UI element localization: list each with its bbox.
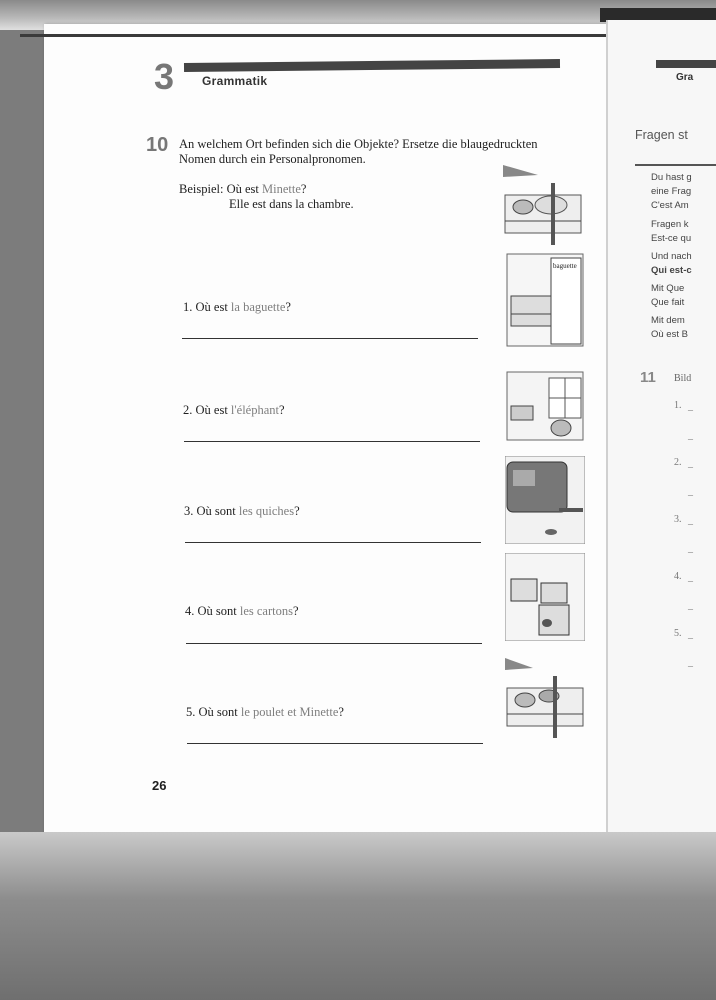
question <box>184 504 300 519</box>
right-line: Qui est-c <box>651 265 692 276</box>
right-line: Où est B <box>651 329 688 340</box>
scanner-bottom <box>0 832 716 1000</box>
question <box>183 300 291 315</box>
right-line: Est-ce qu <box>651 233 692 244</box>
bed-post <box>553 676 557 738</box>
question-blue-noun: les quiches <box>238 504 295 518</box>
right-info-box <box>635 164 716 166</box>
carton-shape <box>511 579 537 601</box>
lamp-shape <box>505 658 533 670</box>
bed-shape <box>511 296 551 326</box>
answer-line[interactable] <box>185 542 481 543</box>
cushion-shape <box>513 470 535 486</box>
answer-line[interactable] <box>184 441 480 442</box>
right-item-number: 5. <box>674 628 682 639</box>
right-answer-dash: _ <box>688 600 693 611</box>
right-line: Und nach <box>651 251 692 262</box>
door <box>551 258 581 344</box>
question <box>185 604 299 619</box>
coffee-table <box>559 508 583 512</box>
right-answer-dash: _ <box>688 543 693 554</box>
answer-line[interactable] <box>182 338 478 339</box>
question-tail: ? <box>279 403 285 417</box>
right-line: Mit Que <box>651 283 685 294</box>
sofa-quiches-illustration <box>505 456 585 544</box>
right-answer-dash: _ <box>688 629 693 640</box>
right-item-number: 1. <box>674 400 682 411</box>
question <box>183 403 285 418</box>
cat-in-box <box>542 619 552 627</box>
right-answer-dash: _ <box>688 515 693 526</box>
question-number: 1. <box>183 300 193 314</box>
right-answer-dash: _ <box>688 430 693 441</box>
question-number: 4. <box>185 604 195 618</box>
question-lead: Où est <box>195 300 231 314</box>
right-line: Fragen k <box>651 219 689 230</box>
cat-shape <box>513 200 533 214</box>
right-answer-dash: _ <box>688 572 693 583</box>
bed-post <box>551 183 555 245</box>
answer-line[interactable] <box>186 643 482 644</box>
right-item-number: 3. <box>674 514 682 525</box>
right-page <box>606 20 716 832</box>
cartons-illustration <box>505 553 585 641</box>
cat-shape <box>515 693 535 707</box>
right-answer-dash: _ <box>688 458 693 469</box>
question-tail: ? <box>292 604 299 618</box>
question-lead: Où sont <box>198 705 241 719</box>
example-end: ? <box>300 182 307 196</box>
right-item-number: 4. <box>674 571 682 582</box>
right-answer-dash: _ <box>688 401 693 412</box>
question-tail: ? <box>338 705 344 719</box>
chapter-title: Grammatik <box>202 74 268 88</box>
baguette-sign: baguette <box>553 262 577 270</box>
question-number: 2. <box>183 403 193 417</box>
bed-chicken-illustration <box>505 658 585 738</box>
lamp-shape <box>503 165 538 177</box>
example-question <box>179 182 306 197</box>
exercise-instruction: An welchem Ort befinden sich die Objekte? Ersetze die blaugedruckten Nomen durch ein Personalpronomen. <box>179 137 538 166</box>
question-lead: Où est <box>195 403 231 417</box>
question-tail: ? <box>294 504 300 518</box>
question-tail: ? <box>285 300 291 314</box>
question-blue-noun: les cartons <box>239 604 293 618</box>
right-line: Que fait <box>651 297 685 308</box>
example-label: Beispiel: Où est <box>179 182 262 196</box>
carton-shape <box>539 605 569 635</box>
right-line: Du hast g <box>651 172 692 183</box>
right-exercise-title: Bild <box>674 373 692 384</box>
right-line: Mit dem <box>651 315 685 326</box>
right-line: eine Frag <box>651 186 692 197</box>
question <box>186 705 344 720</box>
carton-shape <box>541 583 567 603</box>
bathroom-elephant-illustration <box>505 370 585 442</box>
right-answer-dash: _ <box>688 657 693 668</box>
question-blue-noun: l'éléphant <box>230 403 279 417</box>
right-chapter-bar <box>656 60 716 68</box>
bed-cat-illustration <box>503 165 583 245</box>
baguette-room-illustration <box>505 252 585 348</box>
question-number: 5. <box>186 705 196 719</box>
right-exercise-number: 11 <box>640 369 656 386</box>
right-line: C'est Am <box>651 200 689 211</box>
page-number: 26 <box>152 778 167 793</box>
right-item-number: 2. <box>674 457 682 468</box>
quiche-plate <box>545 529 557 535</box>
example-answer: Elle est dans la chambre. <box>229 197 354 211</box>
sink-shape <box>511 406 533 420</box>
question-blue-noun: le poulet et Minette <box>240 705 339 719</box>
question-lead: Où sont <box>196 504 239 518</box>
chapter-number: 3 <box>154 56 175 97</box>
right-chapter-title: Gra <box>676 72 694 83</box>
right-answer-dash: _ <box>688 486 693 497</box>
elephant-shape <box>551 420 571 436</box>
question-lead: Où sont <box>197 604 240 618</box>
question-number: 3. <box>184 504 194 518</box>
sofa-shape <box>507 462 567 512</box>
question-blue-noun: la baguette <box>230 300 286 314</box>
example-blue-noun: Minette <box>261 182 301 196</box>
exercise-number: 10 <box>146 134 169 156</box>
answer-line[interactable] <box>187 743 483 744</box>
right-heading: Fragen st <box>635 128 688 142</box>
